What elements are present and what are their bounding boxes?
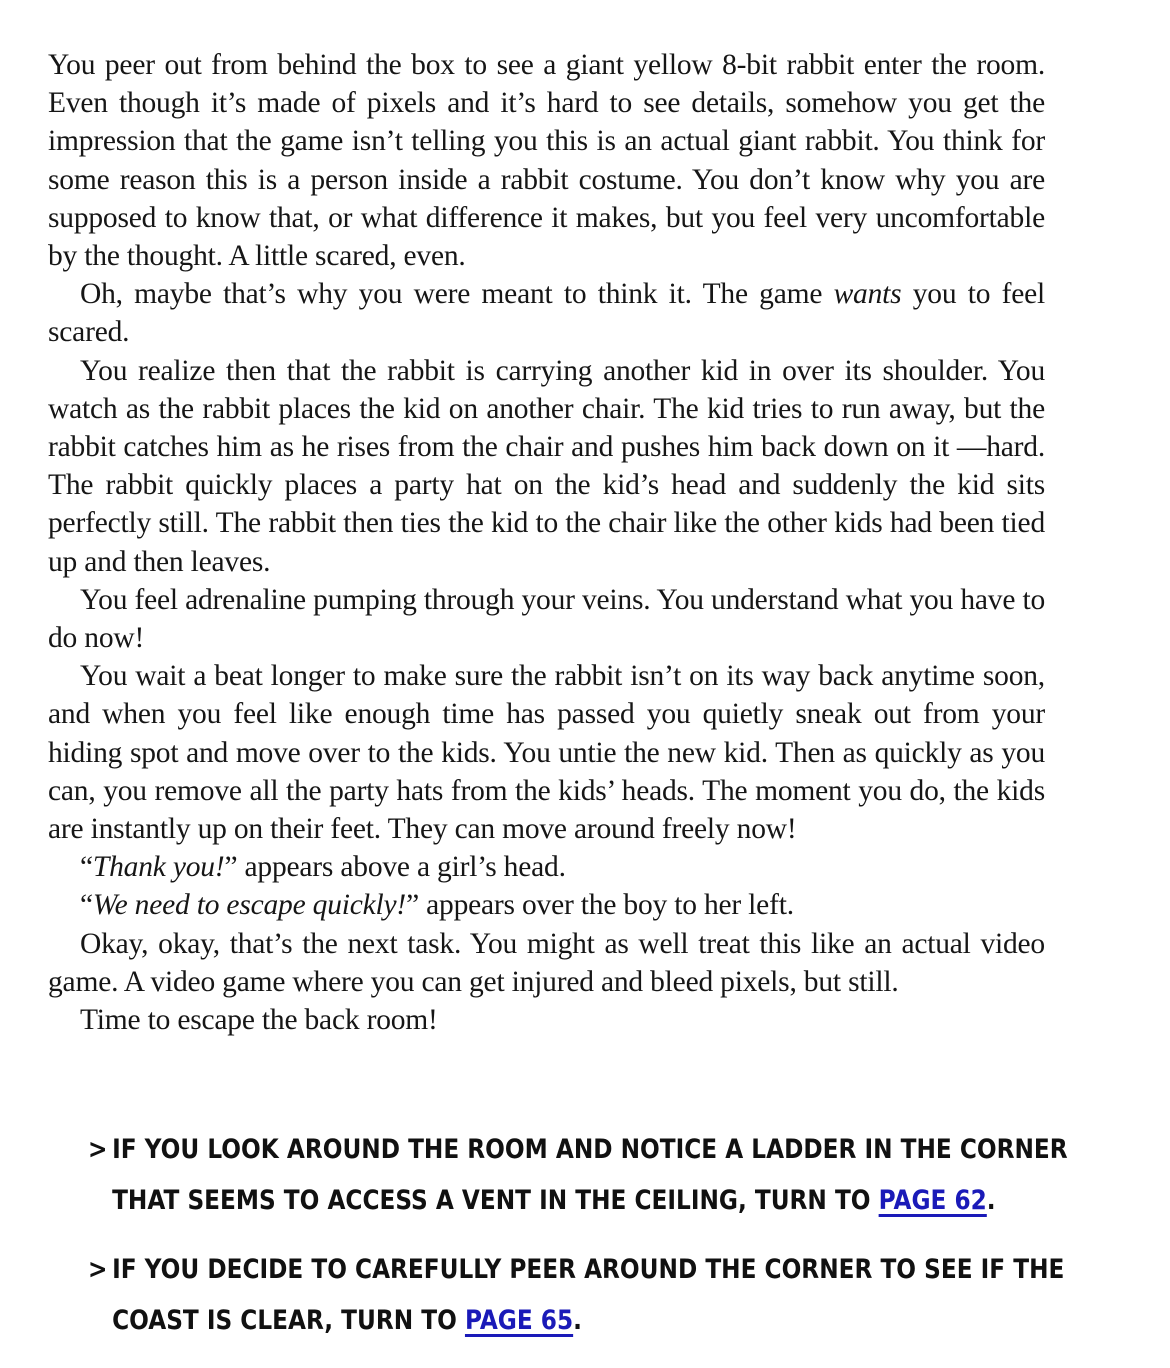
paragraph-text: ” appears above a girl’s head. (224, 851, 566, 884)
page-62-link[interactable]: PAGE 62 (878, 1185, 987, 1216)
choice-text-prefix: THAT SEEMS TO ACCESS A VENT IN THE CEILING, TURN TO (112, 1185, 879, 1216)
paragraph-text: you to feel scared. (48, 278, 1045, 349)
story-text (48, 46, 1045, 1039)
paragraph-text: You feel adrenaline pumping through your veins. You understand what you have to do now! (48, 583, 1045, 655)
paragraph-text: “ (80, 889, 93, 922)
choice-text-line-1: IF YOU DECIDE TO CAREFULLY PEER AROUND THE CORNER TO SEE IF THE (112, 1254, 1065, 1285)
story-paragraph (48, 1001, 1045, 1039)
choice-text-prefix: COAST IS CLEAR, TURN TO (112, 1305, 465, 1336)
story-paragraph (48, 657, 1045, 848)
choice-text-suffix: . (986, 1185, 996, 1216)
story-paragraph (48, 581, 1045, 657)
emphasized-text: Thank you! (92, 851, 225, 884)
paragraph-text: “ (80, 851, 93, 884)
choice-text-line-1: IF YOU LOOK AROUND THE ROOM AND NOTICE A LADDER IN THE CORNER (112, 1134, 1068, 1165)
choice-text-line-2 (112, 1295, 920, 1346)
choice-peer-corner (88, 1244, 1065, 1346)
emphasized-text: wants (833, 278, 902, 311)
story-paragraph (48, 848, 1045, 886)
story-paragraph (48, 925, 1045, 1001)
choice-text-line-2 (112, 1175, 996, 1226)
choice-text-suffix: . (573, 1305, 582, 1336)
emphasized-text: We need to escape quickly! (92, 889, 407, 922)
paragraph-text: Okay, okay, that’s the next task. You might as well treat this like an actual video game. A video game where you can get injured and bleed pixels, but still. (48, 927, 1045, 998)
choice-arrow-icon: > (88, 1254, 108, 1285)
story-paragraph (48, 275, 1045, 351)
paragraph-text: Oh, maybe that’s why you were meant to think it. The game (80, 278, 834, 311)
choice-arrow-icon: > (88, 1134, 108, 1165)
paragraph-text: Time to escape the back room! (80, 1004, 438, 1037)
story-paragraph (48, 46, 1045, 275)
paragraph-text: ” appears over the boy to her left. (406, 889, 794, 922)
paragraph-text: You wait a beat longer to make sure the rabbit isn’t on its way back anytime soon, and when you feel like enough time has passed you quietly sneak out from your hiding spot and move over to the kids. You untie the new kid. Then as quickly as you can, you remove all the party hats from the kids’ heads. The moment you do, the kids are instantly up on their feet. They can move around freely now! (48, 660, 1045, 846)
paragraph-text: You realize then that the rabbit is carrying another kid in over its shoulder. You watch as the rabbit places the kid on another chair. The kid tries to run away, but the rabbit catches him as he rises from the chair and pushes him back down on it —hard. The rabbit quickly places a party hat on the kid’s head and suddenly the kid sits perfectly still. The rabbit then ties the kid to the chair like the other kids had been tied up and then leaves. (48, 354, 1045, 578)
paragraph-text: You peer out from behind the box to see a giant yellow 8-bit rabbit enter the room. Even though it’s made of pixels and it’s hard to see details, somehow you get the impression that the game isn’t telling you this is an actual giant rabbit. You think for some reason this is a person inside a rabbit costume. You don’t know why you are supposed to know that, or what difference it makes, but you feel very uncomfortable by the thought. A little scared, even. (48, 49, 1045, 273)
story-paragraph (48, 886, 1045, 924)
page-65-link[interactable]: PAGE 65 (464, 1305, 574, 1336)
choice-ladder-vent (88, 1124, 1068, 1226)
story-paragraph (48, 352, 1045, 581)
choices-list (88, 1124, 1068, 1364)
